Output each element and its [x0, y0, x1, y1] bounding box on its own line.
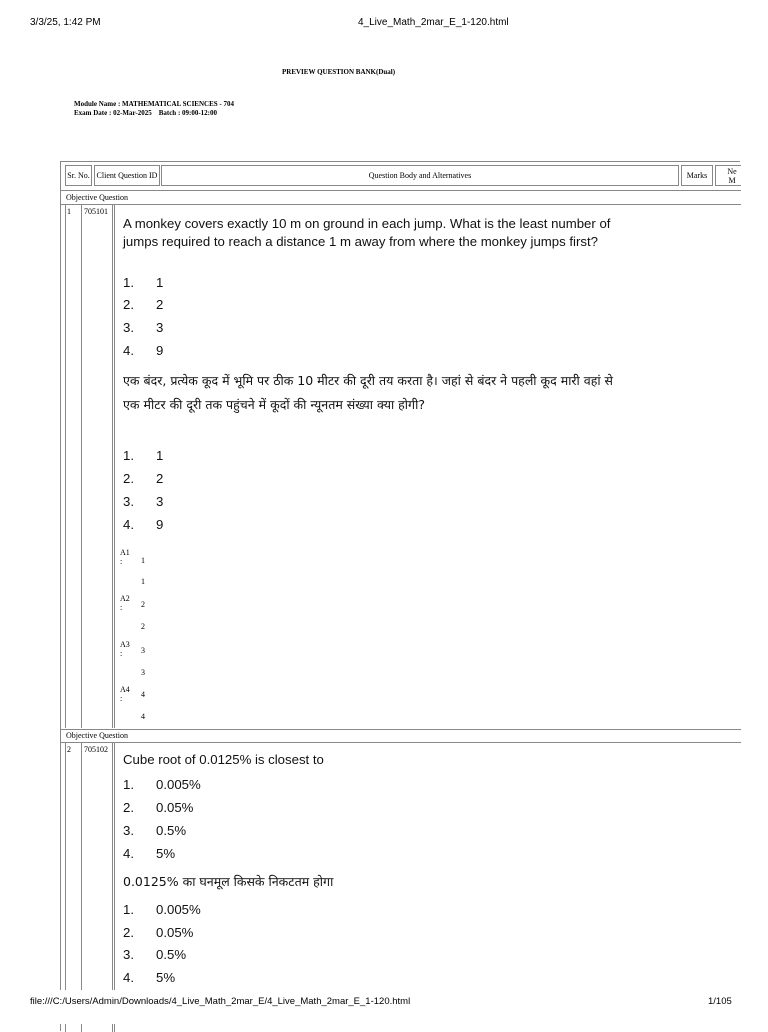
option-item: 4. 5% [123, 846, 176, 861]
option-item: 2. 2 [123, 297, 164, 312]
option-item: 1. 0.005% [123, 902, 201, 917]
header-question-body: Question Body and Alternatives [161, 165, 679, 186]
option-item: 2. 0.05% [123, 925, 194, 940]
column-divider [112, 742, 113, 1032]
print-page-title: 4_Live_Math_2mar_E_1-120.html [358, 17, 509, 28]
column-divider [65, 204, 66, 728]
print-page-number: 1/105 [708, 996, 732, 1007]
column-divider [112, 204, 113, 728]
answer-value: 3 [141, 646, 145, 655]
header-marks: Marks [681, 165, 713, 186]
header-sr-no: Sr. No. [65, 165, 92, 186]
row-divider [61, 742, 741, 743]
answer-value: 2 [141, 622, 145, 631]
answer-value: 4 [141, 712, 145, 721]
answer-label: A1 [120, 548, 130, 557]
question-text-hindi: एक बंदर, प्रत्येक कूद में भूमि पर ठीक 10 मीटर की दूरी तय करता है। जहां से बंदर ने पहली कूद मारी वहां से एक मीटर की दूरी तक पहुंचने में कूदों की न्यूनतम संख्या क्या होगी? [123, 373, 614, 412]
question-sr-no: 1 [67, 207, 71, 216]
header-client-question-id: Client Question ID [94, 165, 160, 186]
answer-colon: : [120, 649, 123, 658]
option-item: 3. 0.5% [123, 947, 187, 962]
question-sr-no: 2 [67, 745, 71, 754]
option-item: 3. 0.5% [123, 823, 187, 838]
answer-value: 4 [141, 690, 145, 699]
answer-label: A3 [120, 640, 130, 649]
answer-colon: : [120, 603, 123, 612]
question-table [60, 161, 740, 1031]
answer-colon: : [120, 694, 123, 703]
column-divider [114, 742, 115, 1032]
client-question-id: 705101 [84, 207, 108, 216]
option-item: 4. 9 [123, 343, 164, 358]
option-item: 1. 1 [123, 448, 164, 463]
section-label: Objective Question [66, 193, 128, 202]
answer-label: A2 [120, 594, 130, 603]
print-file-path: file:///C:/Users/Admin/Downloads/4_Live_Math_2mar_E/4_Live_Math_2mar_E_1-120.html [30, 996, 411, 1007]
column-divider [114, 204, 115, 728]
answer-value: 1 [141, 556, 145, 565]
option-item: 3. 3 [123, 494, 164, 509]
print-datetime: 3/3/25, 1:42 PM [30, 17, 101, 28]
option-item: 4. 9 [123, 517, 164, 532]
question-text-english: A monkey covers exactly 10 m on ground in each jump. What is the least number of jumps required to reach a distance 1 m away from where the monkey jumps first? [123, 216, 611, 249]
header-negative-marks: Ne M [715, 165, 741, 186]
answer-value: 3 [141, 668, 145, 677]
question-text-hindi: 0.0125% का घनमूल किसके निकटतम होगा [123, 874, 334, 889]
document-title: PREVIEW QUESTION BANK(Dual) [282, 68, 396, 76]
client-question-id: 705102 [84, 745, 108, 754]
row-divider [61, 729, 741, 730]
option-item: 2. 0.05% [123, 800, 194, 815]
answer-colon: : [120, 557, 123, 566]
option-item: 3. 3 [123, 320, 164, 335]
option-item: 2. 2 [123, 471, 164, 486]
module-name: Module Name : MATHEMATICAL SCIENCES - 704 [74, 100, 234, 108]
section-label: Objective Question [66, 731, 128, 740]
answer-label: A4 [120, 685, 130, 694]
row-divider [61, 190, 741, 191]
answer-value: 1 [141, 577, 145, 586]
column-divider [81, 204, 82, 728]
option-item: 1. 0.005% [123, 777, 201, 792]
option-item: 1. 1 [123, 275, 164, 290]
column-divider [65, 742, 66, 1032]
answer-value: 2 [141, 600, 145, 609]
question-text-english: Cube root of 0.0125% is closest to [123, 752, 324, 767]
row-divider [61, 204, 741, 205]
column-divider [81, 742, 82, 1032]
exam-date: Exam Date : 02-Mar-2025 Batch : 09:00-12:00 [74, 109, 218, 117]
option-item: 4. 5% [123, 970, 176, 985]
